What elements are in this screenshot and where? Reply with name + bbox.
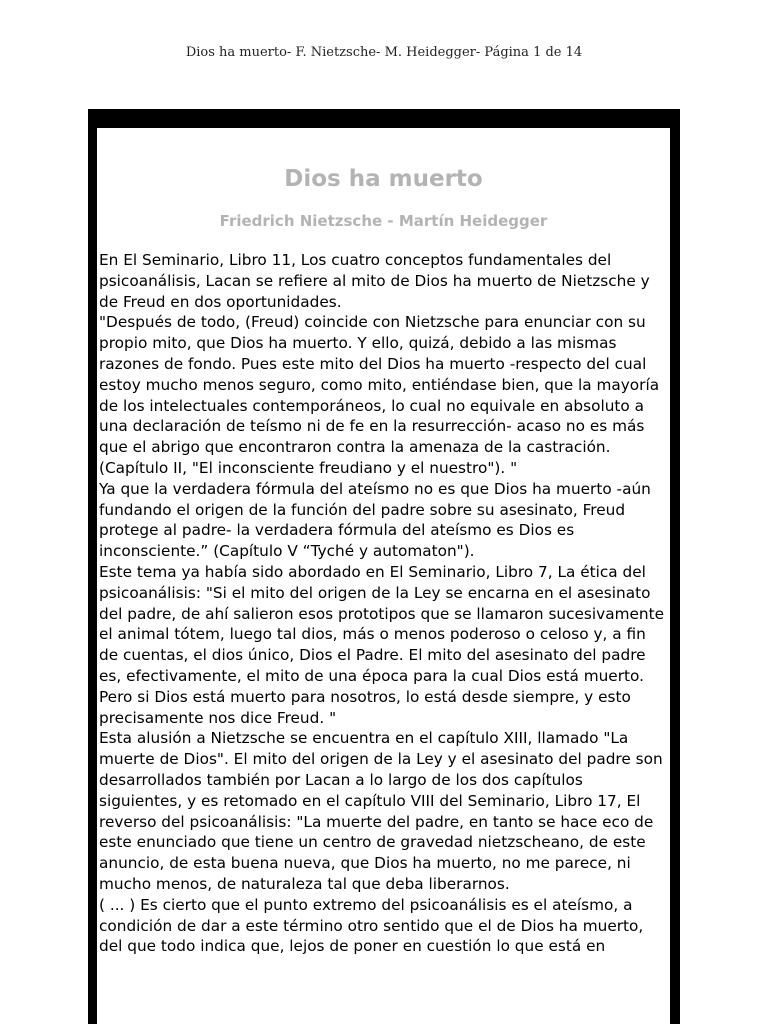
paragraph: "Después de todo, (Freud) coincide con Nietzsche para enunciar con su propio mito, que Dios ha muerto. Y ello, quizá, debido a las mismas razones de fondo. Pues este mito del Dios ha muerto -respecto del cual estoy mucho menos seguro, como mito, entiéndase bien, que la mayoría de los intelectuales contemporáneos, lo cual no equivale en absoluto a una declaración de teísmo ni de fe en la resurrección- acaso no es más que el abrigo que encontraron contra la amenaza de la castración. (Capítulo II, "El inconsciente freudiano y el nuestro"). " [99,313,660,477]
paragraph: Esta alusión a Nietzsche se encuentra en el capítulo XIII, llamado "La muerte de Dios". El mito del origen de la Ley y el asesinato del padre son desarrollados también por Lacan a lo largo de los dos capítulos siguientes, y es retomado en el capítulo VIII del Seminario, Libro 17, El reverso del psicoanálisis: "La muerte del padre, en tanto se hace eco de este enunciado que tiene un centro de gravedad nietzscheano, de este anuncio, de esta buena nueva, que Dios ha muerto, no me parece, ni mucho menos, de naturaleza tal que deba liberarnos. [99,729,663,893]
paragraph: En El Seminario, Libro 11, Los cuatro conceptos fundamentales del psicoanálisis, Lacan se refiere al mito de Dios ha muerto de Nietzsche y de Freud en dos oportunidades. [99,251,650,311]
page-content [97,128,670,1024]
document-body [99,250,669,957]
document-subtitle: Friedrich Nietzsche - Martín Heidegger [219,212,548,230]
paragraph: Este tema ya había sido abordado en El Seminario, Libro 7, La ética del psicoanálisis: "Si el mito del origen de la Ley se encarna en el asesinato del padre, de ahí salieron esos prototipos que se llamaron sucesivamente el animal tótem, luego tal dios, más o menos poderoso o celoso y, a fin de cuentas, el dios único, Dios el Padre. El mito del asesinato del padre es, efectivamente, el mito de una época para la cual Dios está muerto. [99,562,664,685]
running-header: Dios ha muerto- F. Nietzsche- M. Heidegger- Página 1 de 14 [185,45,583,60]
paragraph: ( ... ) Es cierto que el punto extremo del psicoanálisis es el ateísmo, a condición de dar a este término otro sentido que el de Dios ha muerto, del que todo indica que, lejos de poner en cuestión lo que está en [99,895,644,956]
document-title: Dios ha muerto [284,166,483,192]
paragraph: Ya que la verdadera fórmula del ateísmo no es que Dios ha muerto -aún fundando el origen de la función del padre sobre su asesinato, Freud protege al padre- la verdadera fórmula del ateísmo es Dios es inconsciente.” (Capítulo V “Tyché y automaton"). [99,479,651,561]
paragraph: Pero si Dios está muerto para nosotros, lo está desde siempre, y esto precisamente nos dice Freud. " [99,687,631,727]
